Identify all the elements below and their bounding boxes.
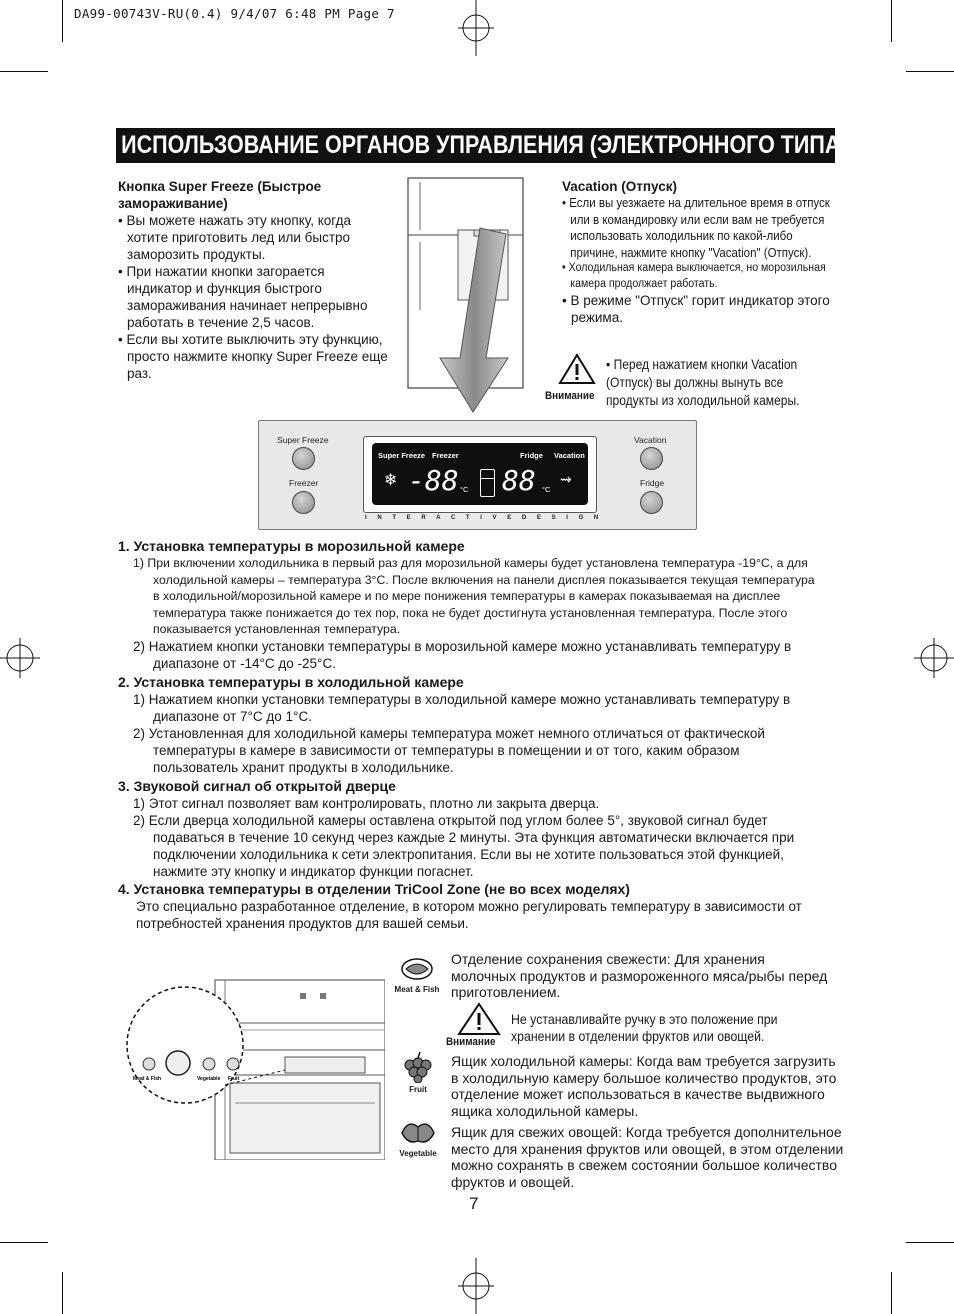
list-item: • Если вы уезжаете на длительное время в отпуск или в командировку или если вам не требуется использовать холодильник по какой-либо причине, нажмите кнопку "Vacation" (Отпуск). xyxy=(562,196,830,260)
display-frame xyxy=(363,436,597,513)
super-freeze-section xyxy=(118,178,393,382)
dial-vegetable-label: Vegetable xyxy=(197,1076,221,1082)
snowflake-icon: ❄ xyxy=(384,472,398,489)
vacation-heading: Vacation (Отпуск) xyxy=(562,179,677,194)
meat-fish-label: Meat & Fish xyxy=(394,985,440,994)
list-item: 2) Нажатием кнопки установки температуры в морозильной камере можно устанавливать температуру в диапазоне от -14°С до -25°С. xyxy=(133,638,792,671)
vegetable-label: Vegetable xyxy=(399,1149,437,1158)
lcd-display xyxy=(372,443,588,505)
print-header: DA99-00743V-RU(0.4) 9/4/07 6:48 PM Page 7 xyxy=(74,6,395,21)
tricool-illustration xyxy=(125,975,385,1160)
fridge-illustration xyxy=(398,170,538,415)
list-item: • При нажатии кнопки загорается индикатор и функция быстрого замораживания начинает непрерывно работать в течение 2,5 часов. xyxy=(118,263,393,331)
section-heading: 2. Установка температуры в холодильной камере xyxy=(118,673,464,690)
crop-mark xyxy=(891,1272,892,1314)
list-item: 1) Этот сигнал позволяет вам контролировать, плотно ли закрыта дверца. xyxy=(133,795,600,811)
section-heading: 3. Звуковой сигнал об открытой дверце xyxy=(118,777,396,794)
section-paragraph: Это специально разработанное отделение, в котором можно регулировать температуру в зависимости от потребностей хранения продуктов для вашей семьи. xyxy=(136,898,802,931)
fridge-unit: °C xyxy=(542,485,551,494)
super-freeze-button[interactable] xyxy=(292,447,315,470)
page-number: 7 xyxy=(469,1194,479,1213)
vacation-section xyxy=(562,178,847,326)
meat-fish-icon xyxy=(398,955,436,983)
vacation-icon: ⇝ xyxy=(560,471,572,487)
list-item: 2) Если дверца холодильной камеры оставлена открытой под углом более 5°, звуковой сигнал будет подаваться в течение 10 секунд через каждые 2 минуты. Эта функция автоматически включается при подключении холодильника к сети электропитания. Если вы не хотите пользоваться этой функцией, нажмите эту кнопку и индикатор функции погаснет. xyxy=(133,812,795,879)
warning-label: Внимание xyxy=(446,1036,496,1048)
super-freeze-label: Super Freeze xyxy=(277,435,329,445)
crop-mark xyxy=(891,0,892,42)
fridge-icon xyxy=(480,469,495,497)
warning-label: Внимание xyxy=(545,390,595,402)
freezer-temp-digits: -88 xyxy=(408,464,459,497)
dial-meat-label: Meat & Fish xyxy=(133,1076,162,1082)
list-item: 1) Нажатием кнопки установки температуры в холодильной камере можно устанавливать температуру в диапазоне от 7°С до 1°С. xyxy=(133,691,791,724)
page-title: ИСПОЛЬЗОВАНИЕ ОРГАНОВ УПРАВЛЕНИЯ (ЭЛЕКТРОННОГО ТИПА) xyxy=(116,128,835,163)
fridge-button[interactable] xyxy=(640,491,663,514)
vacation-button[interactable] xyxy=(640,447,663,470)
tricool-warning-text: Не устанавливайте ручку в это положение при хранении в отделении фруктов или овощей. xyxy=(511,1011,778,1044)
registration-mark-bottom xyxy=(456,1258,496,1314)
vegetable-icon xyxy=(398,1117,438,1147)
freezer-button[interactable] xyxy=(292,491,315,514)
crop-mark xyxy=(906,71,954,72)
registration-mark-left xyxy=(0,636,40,680)
freezer-unit: °C xyxy=(460,485,469,494)
crop-mark xyxy=(62,0,63,42)
list-item: 1) При включении холодильника в первый раз для морозильной камеры будет установлена температура -19°С, а для холодильной камеры – температура 3°С. После включения на панели дисплея показывается текущая температура в холодильной/морозильной камере и по мере понижения температуры в камерах показываемая на дисплее температура также понижается до тех пор, пока не будет достигнута установленная температура. После этого показывается установленная температура. xyxy=(133,556,815,636)
vacation-warning-text: • Перед нажатием кнопки Vacation (Отпуск) вы должны вынуть все продукты из холодильной камеры. xyxy=(606,356,800,408)
fruit-label: Fruit xyxy=(409,1085,427,1094)
list-item: • Вы можете нажать эту кнопку, когда хотите приготовить лед или быстро заморозить продукты. xyxy=(118,212,393,263)
lcd-freezer: Freezer xyxy=(432,451,459,460)
super-freeze-heading: Кнопка Super Freeze (Быстрое замораживание) xyxy=(118,179,322,211)
meat-fish-text: Отделение сохранения свежести: Для хранения молочных продуктов и размороженного мяса/рыбы перед приготовлением. xyxy=(451,951,828,1000)
list-item: • В режиме "Отпуск" горит индикатор этого режима. xyxy=(562,293,830,325)
lcd-fridge: Fridge xyxy=(520,451,543,460)
lcd-super-freeze: Super Freeze xyxy=(378,451,426,460)
warning-icon xyxy=(457,1002,501,1036)
warning-icon xyxy=(558,353,596,385)
list-item: • Холодильная камера выключается, но морозильная камера продолжает работать. xyxy=(562,262,826,290)
crop-mark xyxy=(0,1242,48,1243)
registration-mark-top xyxy=(456,0,496,56)
crop-mark xyxy=(62,1272,63,1314)
list-item: 2) Установленная для холодильной камеры температура может немного отличаться от фактической температуры в камере в зависимости от температуры в помещении и от того, каким образом пользователь хранит продукты в холодильнике. xyxy=(133,725,765,775)
fruit-icon xyxy=(400,1051,436,1083)
fridge-label: Fridge xyxy=(640,478,665,488)
freezer-label: Freezer xyxy=(289,478,319,488)
registration-mark-right xyxy=(914,636,954,680)
section-heading: 4. Установка температуры в отделении TriCool Zone (не во всех моделях) xyxy=(118,880,630,897)
crop-mark xyxy=(0,71,48,72)
brand-line: I N T E R A C T I V E D E S I G N xyxy=(365,515,603,521)
vacation-label: Vacation xyxy=(634,435,667,445)
list-item: • Если вы хотите выключить эту функцию, просто нажмите кнопку Super Freeze еще раз. xyxy=(118,331,393,382)
fruit-text: Ящик холодильной камеры: Когда вам требуется загрузить в холодильную камеру большое количество продуктов, это отделение может использоваться в качестве выдвижного ящика холодильной камеры. xyxy=(451,1053,837,1119)
fridge-temp-digits: 88 xyxy=(502,464,536,497)
crop-mark xyxy=(906,1242,954,1243)
vegetable-text: Ящик для свежих овощей: Когда требуется дополнительное место для хранения фруктов или овощей, в этом отделении можно сохранять в свежем состоянии большое количество фруктов и овощей. xyxy=(451,1124,844,1190)
section-heading: 1. Установка температуры в морозильной камере xyxy=(118,538,465,554)
control-panel xyxy=(258,420,697,530)
dial-fruit-label: Fruit xyxy=(228,1076,240,1082)
instructions xyxy=(118,538,818,932)
lcd-vacation: Vacation xyxy=(554,451,585,460)
